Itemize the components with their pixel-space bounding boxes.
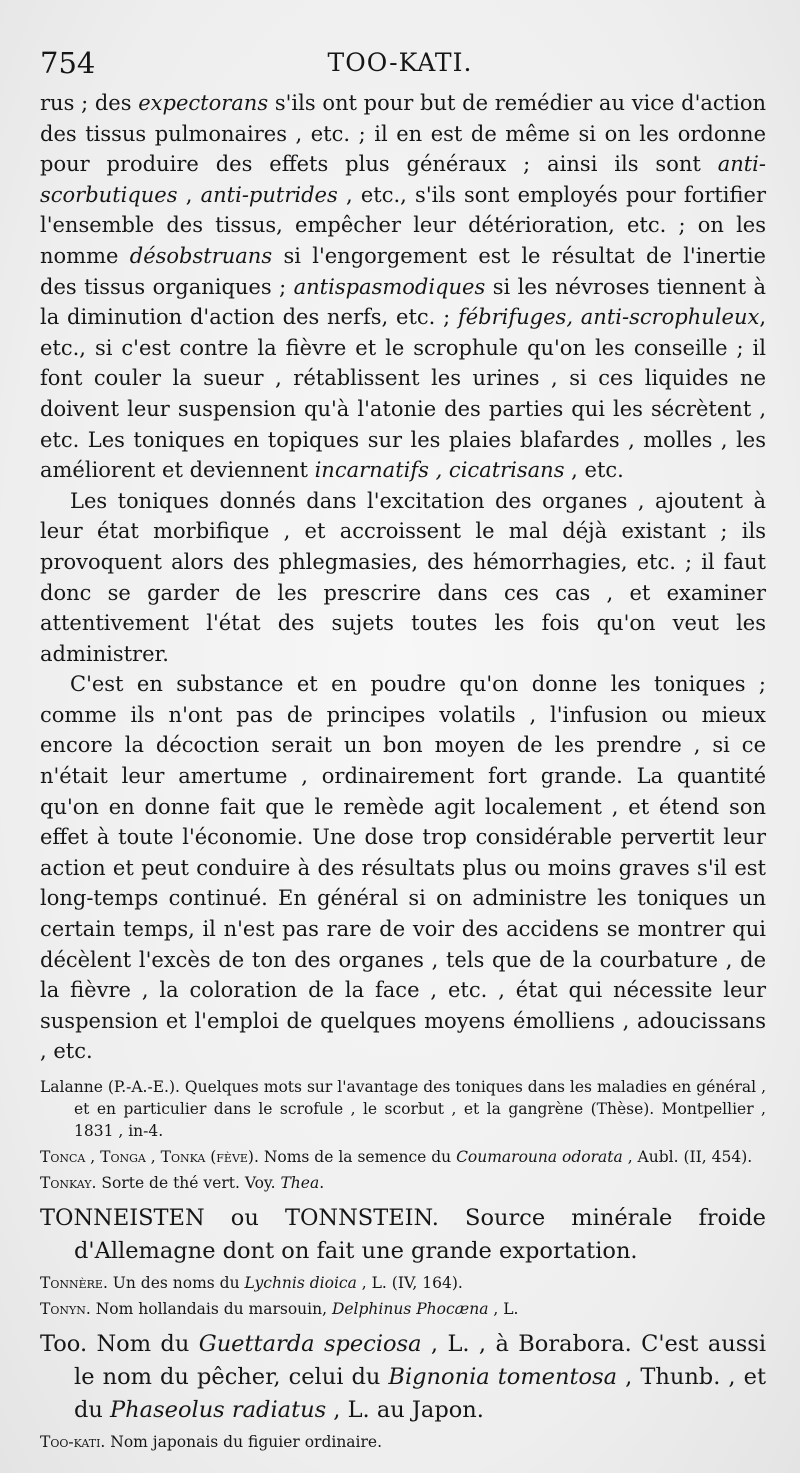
italic-run: désobstruans (129, 243, 273, 268)
italic-run: Phaseolus radiatus (110, 1397, 327, 1423)
text-run: , etc., si c'est contre la fièvre et le scrophule qu'on les conseille ; il font couler la sueur , rétablissent les urines , si ces liquides ne doivent leur suspension qu'à l'atonie des parties qui les sécrètent , etc. Les toniques en topiques sur les plaies blafardes , molles , les améliorent et deviennent (40, 305, 766, 483)
entry-tonkay (40, 1172, 766, 1194)
text-run: Les toniques donnés dans l'excitation des organes , ajoutent à leur état morbifique , et accroissent le mal déjà existant ; ils provoquent alors des phlegmasies, des hémorrhagies, etc. ; il faut donc se garder de les prescrire dans ces cas , et examiner attentivement l'état des sujets toutes les fois qu'on veut les administrer. (40, 488, 766, 666)
text-run: , etc., s'ils sont employés pour fortifier l'ensemble des tissus, empêcher leur détérioration, etc. ; on les nomme (40, 182, 766, 268)
text-run: Too. Nom du (40, 1331, 199, 1357)
text-run: . Un des noms du (102, 1274, 245, 1292)
text-run: C'est en substance et en poudre qu'on donne les toniques ; comme ils n'ont pas de principes volatils , l'infusion ou mieux encore la décoction serait un bon moyen de les prendre , si ce n'était leur amertume , ordinairement fort grande. La quantité qu'on en donne fait que le remède agit localement , et étend son effet à toute l'économie. Une dose trop considérable pervertit leur action et peut conduire à des résultats plus ou moins graves s'il est long-temps continué. En général si on administre les toniques un certain temps, il n'est pas rare de voir des accidens se montrer qui décèlent l'excès de ton des organes , tels que de la courbature , de la fièvre , la coloration de la face , etc. , état qui nécessite leur suspension et l'emploi de quelques moyens émolliens , adoucissans , etc. (40, 672, 766, 1064)
page-header (40, 46, 760, 86)
text-run: , (177, 182, 201, 207)
entry-headword: Too-kati (40, 1433, 101, 1451)
text-run: rus ; des (40, 91, 139, 115)
italic-run: anti-scorbutiques (40, 152, 766, 207)
text-run: . Nom japonais du figuier ordinaire. (100, 1433, 383, 1451)
page-body (40, 88, 766, 1453)
text-run: , etc. (564, 458, 624, 483)
entry-headword: Tonca , Tonga , Tonka (fève) (40, 1148, 254, 1166)
text-run: , Thunb. , et du (74, 1364, 766, 1423)
text-run: , L. (IV, 164). (356, 1274, 463, 1292)
italic-run: Thea (280, 1174, 320, 1192)
text-run: . Noms de la semence du (253, 1148, 457, 1166)
entry-too-kati (40, 1431, 766, 1453)
italic-run: antispasmodiques (293, 274, 486, 299)
text-run: , Aubl. (II, 454). (622, 1148, 753, 1166)
italic-run: anti-putrides (200, 182, 338, 207)
italic-run: expectorans (138, 91, 269, 115)
text-run: . Nom hollandais du marsouin, (85, 1300, 332, 1318)
paragraph-tonics-contraindications (40, 486, 766, 670)
italic-run: fébrifuges, anti-scrophuleux (457, 305, 760, 330)
entry-headword: Tonnère (40, 1274, 103, 1292)
text-run: si l'engorgement est le résultat de l'inertie des tissus organiques ; (40, 243, 766, 299)
text-run: Lalanne (P.-A.-E.). Quelques mots sur l'avantage des toniques dans les maladies en général , et en particulier dans le scrofule , le scorbut , et la gangrène (Thèse). Montpellier , 1831 , in-4. (40, 1078, 766, 1140)
text-run: . (319, 1174, 325, 1192)
text-run: , L. , à Borabora. C'est aussi le nom du pêcher, celui du (74, 1331, 767, 1390)
italic-run: Bignonia tomentosa (388, 1364, 618, 1390)
text-run: , L. (488, 1300, 519, 1318)
entry-headword: Tonkay (40, 1174, 92, 1192)
italic-run: incarnatifs , cicatrisans (314, 458, 565, 483)
text-run: s'ils ont pour but de remédier au vice d'action des tissus pulmonaires , etc. ; il en est de même si on les ordonne pour produire des effets plus généraux ; ainsi ils sont (40, 91, 767, 177)
entry-tonneisten (40, 1202, 766, 1268)
page-number: 754 (40, 46, 96, 80)
entry-tonca (40, 1146, 766, 1168)
italic-run: Lychnis dioica (244, 1274, 357, 1292)
paragraph-tonics-administration (40, 669, 766, 1067)
entry-tonnere (40, 1272, 766, 1294)
running-title: TOO-KATI. (327, 48, 473, 77)
entry-too (40, 1328, 766, 1427)
italic-run: Coumarouna odorata (456, 1148, 623, 1166)
italic-run: Guettarda speciosa (198, 1331, 422, 1357)
paragraph-tonics-uses (40, 88, 766, 486)
entry-headword: Tonyn (40, 1300, 86, 1318)
text-run: TONNEISTEN ou TONNSTEIN. Source minérale froide d'Allemagne dont on fait une grande exportation. (40, 1205, 766, 1264)
italic-run: Delphinus Phocæna (331, 1300, 489, 1318)
text-run: si les névroses tiennent à la diminution d'action des nerfs, etc. ; (40, 274, 766, 330)
entry-lalanne-reference (40, 1076, 766, 1142)
text-run: . Sorte de thé vert. Voy. (91, 1174, 281, 1192)
entry-tonyn (40, 1298, 766, 1320)
text-run: , L. au Japon. (326, 1397, 484, 1423)
